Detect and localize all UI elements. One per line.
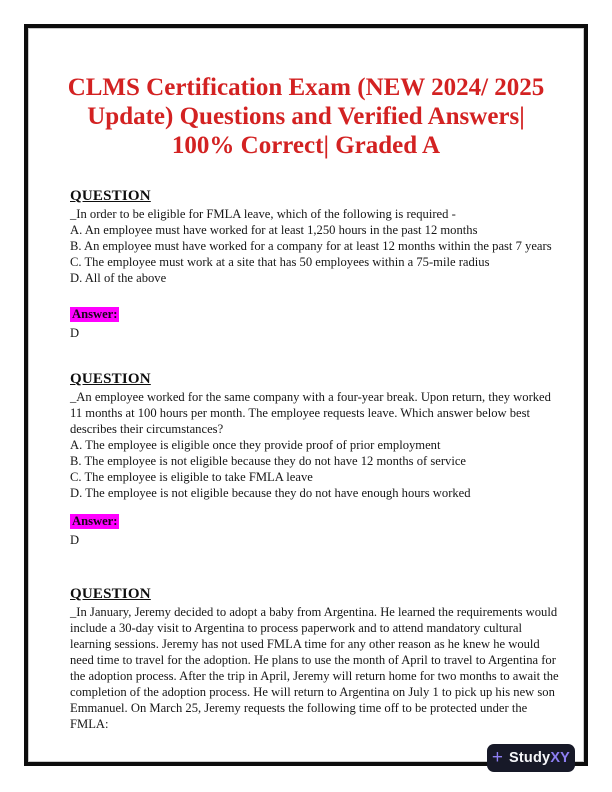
question-heading: QUESTION xyxy=(70,188,151,204)
text-line: describes their circumstances? xyxy=(70,422,224,436)
text-line: need time to travel for the adoption. He plans to use the month of April to travel to Argentina for xyxy=(70,653,556,667)
answer-value: D xyxy=(70,326,80,340)
document-title xyxy=(0,73,612,160)
text-line: C. The employee must work at a site that has 50 employees within a 75-mile radius xyxy=(70,255,490,269)
text-line: CLMS Certification Exam (NEW 2024/ 2025 xyxy=(67,74,545,101)
text-line: the adoption process. After the trip in April, Jeremy will return home for two months to await the xyxy=(70,669,559,683)
text-line: completion of the adoption process. He will return to Argentina on July 1 to pick up his new son xyxy=(70,685,555,699)
answer-value: D xyxy=(70,533,80,547)
brand-xy: XY xyxy=(550,750,571,766)
question-options xyxy=(70,437,558,501)
question-text xyxy=(70,604,558,732)
question-block-2 xyxy=(70,370,558,501)
text-line: include a 30-day visit to Argentina to process paperwork and to attend mandatory cultural xyxy=(70,621,522,635)
text-line: 100% Correct| Graded A xyxy=(171,132,441,159)
question-block-1 xyxy=(70,187,558,286)
answer-block-2 xyxy=(70,512,119,548)
question-block-3 xyxy=(70,585,558,732)
text-line: B. An employee must have worked for a company for at least 12 months within the past 7 years xyxy=(70,239,552,253)
answer-label: Answer: xyxy=(72,514,118,528)
text-line: FMLA: xyxy=(70,717,109,731)
text-line: _In January, Jeremy decided to adopt a baby from Argentina. He learned the requirements would xyxy=(70,605,558,619)
text-line: D. All of the above xyxy=(70,271,167,285)
question-heading: QUESTION xyxy=(70,371,151,387)
question-heading: QUESTION xyxy=(70,586,151,602)
text-line: _An employee worked for the same company with a four-year break. Upon return, they worked xyxy=(70,390,551,404)
text-line: _In order to be eligible for FMLA leave, which of the following is required - xyxy=(70,207,456,221)
brand-study: Study xyxy=(509,750,551,766)
question-text xyxy=(70,389,558,437)
answer-block-1 xyxy=(70,305,119,341)
text-line: Update) Questions and Verified Answers| xyxy=(87,103,525,130)
answer-label: Answer: xyxy=(72,307,118,321)
question-options xyxy=(70,222,558,286)
text-line: A. The employee is eligible once they provide proof of prior employment xyxy=(70,438,441,452)
text-line: learning sessions. Jeremy has not used FMLA time for any other reason as he knew he would xyxy=(70,637,540,651)
text-line: A. An employee must have worked for at least 1,250 hours in the past 12 months xyxy=(70,223,478,237)
text-line: C. The employee is eligible to take FMLA leave xyxy=(70,470,313,484)
studyxy-brand-text xyxy=(509,750,570,766)
text-line: B. The employee is not eligible because they do not have 12 months of service xyxy=(70,454,467,468)
text-line: Emmanuel. On March 25, Jeremy requests the following time off to be protected under the xyxy=(70,701,528,715)
text-line: D. The employee is not eligible because they do not have enough hours worked xyxy=(70,486,471,500)
text-line: 11 months at 100 hours per month. The employee requests leave. Which answer below best xyxy=(70,406,531,420)
plus-icon: + xyxy=(491,746,504,768)
question-text xyxy=(70,206,558,222)
studyxy-watermark xyxy=(487,744,575,772)
